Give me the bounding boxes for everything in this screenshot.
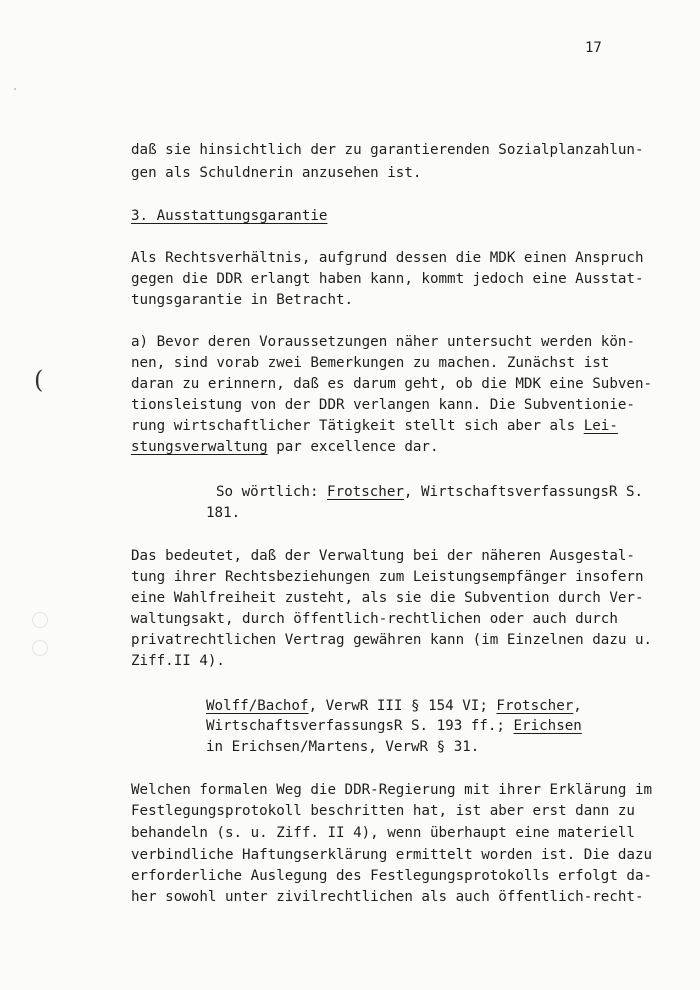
author-name: Frotscher (327, 484, 404, 500)
text-run: par excellence dar. (267, 439, 439, 455)
punch-hole-bottom (32, 640, 48, 656)
emphasis-term: stungsverwaltung (131, 439, 268, 455)
text-line: behandeln (s. u. Ziff. II 4), wenn überhaupt eine materiell (131, 825, 635, 841)
text-line: daran zu erinnern, daß es darum geht, ob die MDK eine Subven- (131, 376, 653, 392)
section-heading: 3. Ausstattungsgarantie (131, 208, 328, 224)
citation-line (206, 696, 582, 716)
text-line: gen als Schuldnerin anzusehen ist. (131, 165, 422, 181)
text-line: eine Wahlfreiheit zusteht, als sie die Subvention durch Ver- (131, 590, 644, 606)
text-line: tungsgarantie in Betracht. (131, 292, 354, 308)
scan-speck (14, 88, 16, 90)
citation-line: in Erichsen/Martens, VerwR § 31. (206, 739, 480, 755)
text-run: , VerwR III § 154 VI; (308, 698, 497, 714)
text-line: daß sie hinsichtlich der zu garantierenden Sozialplanzahlun- (131, 142, 644, 158)
text-run: , (573, 698, 582, 714)
text-line: a) Bevor deren Voraussetzungen näher untersucht werden kön- (131, 334, 635, 350)
text-line: verbindliche Haftungserklärung ermittelt worden ist. Die dazu (131, 847, 653, 863)
margin-parenthesis: ( (34, 366, 44, 394)
page-number: 17 (585, 40, 602, 56)
author-name: Frotscher (496, 698, 574, 714)
punch-hole-top (32, 612, 48, 628)
text-run: rung wirtschaftlicher Tätigkeit stellt sich aber als (131, 418, 584, 434)
text-line: nen, sind vorab zwei Bemerkungen zu machen. Zunächst ist (131, 355, 610, 371)
text-line (131, 416, 618, 436)
text-line: Ziff.II 4). (131, 653, 225, 669)
text-line: Als Rechtsverhältnis, aufgrund dessen die MDK einen Anspruch (131, 250, 644, 266)
citation-line (216, 482, 643, 502)
text-run: WirtschaftsverfassungsR S. 193 ff.; (206, 718, 514, 734)
text-line: Welchen formalen Weg die DDR-Regierung mit ihrer Erklärung im (131, 782, 653, 798)
text-line (131, 437, 439, 457)
text-line: gegen die DDR erlangt haben kann, kommt jedoch eine Ausstat- (131, 271, 644, 287)
text-line: erforderliche Auslegung des Festlegungsprotokolls erfolgt da- (131, 868, 653, 884)
text-run: So wörtlich: (216, 484, 328, 500)
text-line: tionsleistung von der DDR verlangen kann. Die Subventionie- (131, 397, 635, 413)
text-run: , WirtschaftsverfassungsR S. (403, 484, 644, 500)
emphasis-term: Lei- (583, 418, 618, 434)
author-name: Erichsen (513, 718, 582, 734)
text-line: waltungsakt, durch öffentlich-rechtlichen oder auch durch (131, 611, 618, 627)
citation-line (206, 716, 582, 736)
author-name: Wolff/Bachof (206, 698, 309, 714)
text-line: Das bedeutet, daß der Verwaltung bei der näheren Ausgestal- (131, 548, 635, 564)
text-line: tung ihrer Rechtsbeziehungen zum Leistungsempfänger insofern (131, 569, 644, 585)
text-line: her sowohl unter zivilrechtlichen als auch öffentlich-recht- (131, 889, 644, 905)
citation-line: 181. (206, 505, 241, 521)
text-line: privatrechtlichen Vertrag gewähren kann (im Einzelnen dazu u. (131, 632, 653, 648)
text-line: Festlegungsprotokoll beschritten hat, ist aber erst dann zu (131, 803, 635, 819)
